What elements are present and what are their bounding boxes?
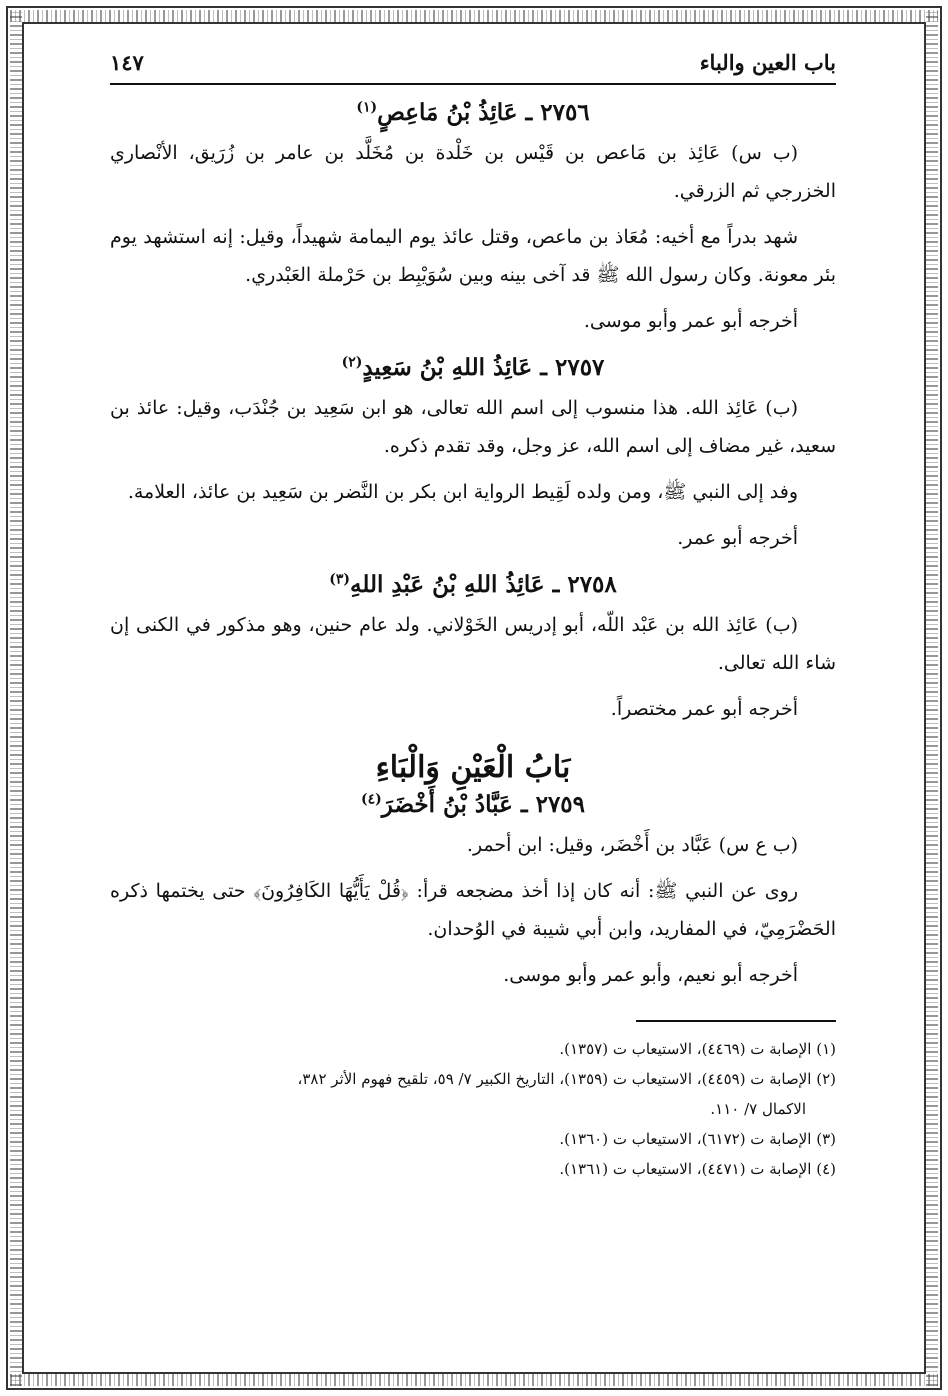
footnote-ref: (٤) bbox=[360, 791, 382, 808]
footnotes bbox=[110, 1034, 836, 1184]
border-ornament-left bbox=[10, 10, 22, 1386]
entry-paragraph: شهد بدراً مع أخيه: مُعَاذ بن ماعص، وقتل عائذ يوم اليمامة شهيداً، وقيل: إنه استشهد يوم بئر معونة. وكان رسول الله ﷺ قد آخى بينه وبين سُوَيْبِط بن حَرْملة العَبْدري. bbox=[110, 226, 836, 286]
border-ornament-bottom bbox=[10, 1374, 938, 1386]
chapter-heading: بَابُ الْعَيْنِ وَالْبَاءِ bbox=[375, 750, 571, 785]
footnote-continuation: الاكمال ٧/ ١١٠. bbox=[710, 1100, 806, 1118]
entry-paragraph: (ب ع س) عَبَّاد بن أَخْضَر، وقيل: ابن أحمر. bbox=[466, 834, 798, 856]
footnote: (٤) الإصابة ت (٤٤٧١)، الاستيعاب ت (١٣٦١). bbox=[559, 1160, 836, 1178]
page-content bbox=[110, 50, 836, 1184]
entry-2756 bbox=[110, 99, 836, 340]
footnote: (٣) الإصابة ت (٦١٧٢)، الاستيعاب ت (١٣٦٠). bbox=[559, 1130, 836, 1148]
page-number: ١٤٧ bbox=[110, 50, 144, 75]
chapter-title: باب العين والباء bbox=[699, 50, 836, 75]
footnote-ref: (٢) bbox=[341, 354, 363, 371]
entry-paragraph: أخرجه أبو عمر. bbox=[677, 527, 798, 549]
border-ornament-right bbox=[926, 10, 938, 1386]
entry-title: ٢٧٥٦ ـ عَائِذُ بْنُ مَاعِصٍ$^{(١)}$ bbox=[356, 99, 590, 126]
entry-2757 bbox=[110, 354, 836, 557]
footnote-ref: (٣) bbox=[329, 571, 351, 588]
entry-paragraph: (ب س) عَائِذ بن مَاعص بن قَيْس بن خَلْدة بن مُخَلَّد بن عامر بن زُرَيق، الأنْصاري الخزرجي ثم الزرقي. bbox=[110, 142, 836, 202]
footnote-ref: (١) bbox=[356, 99, 378, 116]
entry-2759 bbox=[110, 791, 836, 994]
entry-2758 bbox=[110, 571, 836, 728]
entry-paragraph: روى عن النبي ﷺ: أنه كان إذا أخذ مضجعه قرأ: ﴿قُلْ يَأَيُّهَا الكَافِرُونَ﴾ حتى يختمها ذكره الحَضْرَمِيّ، في المفاريد، وابن أبي شيبة في الوُحدان. bbox=[110, 880, 836, 940]
footnote-separator bbox=[636, 1020, 836, 1022]
border-ornament-top bbox=[10, 10, 938, 22]
entry-paragraph: أخرجه أبو نعيم، وأبو عمر وأبو موسى. bbox=[503, 964, 798, 986]
entry-paragraph: أخرجه أبو عمر وأبو موسى. bbox=[583, 310, 798, 332]
footnote: (١) الإصابة ت (٤٤٦٩)، الاستيعاب ت (١٣٥٧). bbox=[559, 1040, 836, 1058]
running-header bbox=[110, 50, 836, 85]
entry-paragraph: وفد إلى النبي ﷺ، ومن ولده لَقِيط الرواية ابن بكر بن النَّضر بن سَعِيد بن عائذ، العلامة. bbox=[127, 481, 798, 503]
entry-paragraph: (ب) عَائِذ الله. هذا منسوب إلى اسم الله تعالى، هو ابن سَعِيد بن جُنْدَب، وقيل: عائذ بن سعيد، غير مضاف إلى اسم الله، عز وجل، وقد تقدم ذكره. bbox=[110, 397, 836, 457]
entry-paragraph: (ب) عَائِذ الله بن عَبْد اللّه، أبو إدريس الخَوْلاني. ولد عام حنين، وهو مذكور في الكنى إن شاء الله تعالى. bbox=[110, 614, 836, 674]
entry-title: ٢٧٥٩ ـ عَبَّادُ بْنُ أَخْضَرَ$^{(٤)}$ bbox=[360, 791, 586, 818]
entry-paragraph: أخرجه أبو عمر مختصراً. bbox=[610, 698, 798, 720]
entry-title: ٢٧٥٨ ـ عَائِذُ اللهِ بْنُ عَبْدِ اللهِ$^{(٣)}$ bbox=[329, 571, 617, 598]
footnote: (٢) الإصابة ت (٤٤٥٩)، الاستيعاب ت (١٣٥٩)، التاريخ الكبير ٧/ ٥٩، تلقيح فهوم الأثر ٣٨٢، bbox=[297, 1070, 836, 1088]
entry-title: ٢٧٥٧ ـ عَائِذُ اللهِ بْنُ سَعِيدٍ$^{(٢)}$ bbox=[341, 354, 605, 381]
